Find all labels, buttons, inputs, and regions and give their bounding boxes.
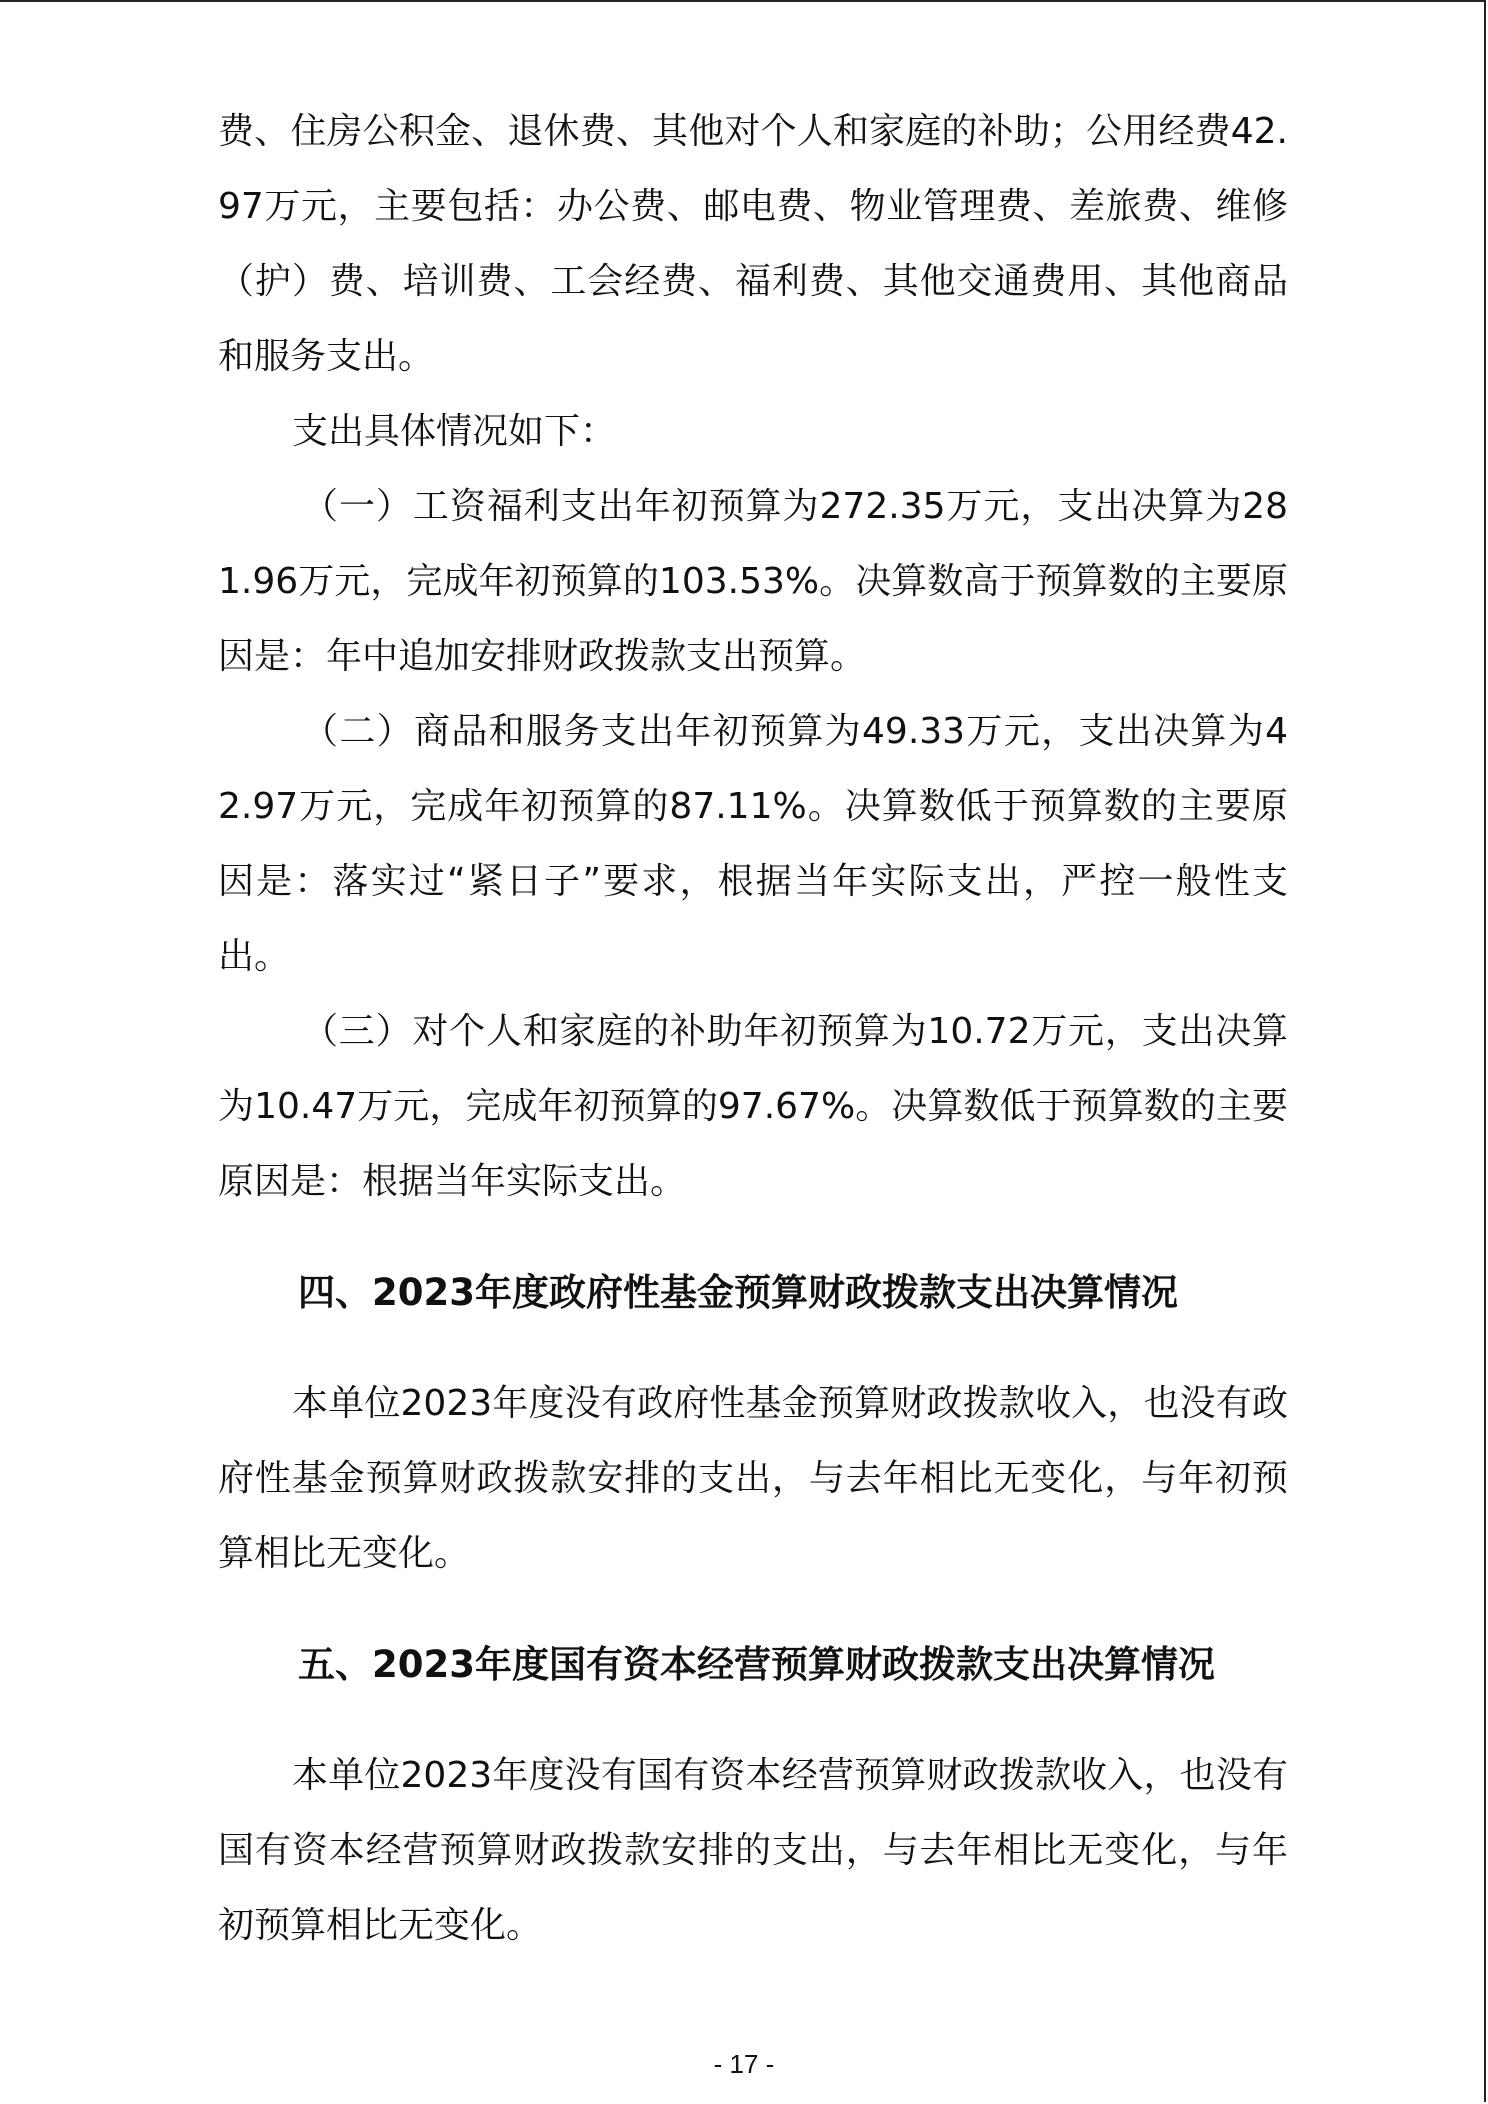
goods-services-paragraph: （二）商品和服务支出年初预算为49.33万元，支出决算为42.97万元，完成年初预算的87.11%。决算数低于预算数的主要原因是：落实过“紧日子”要求，根据当年实际支出，严控一般性支出。 [218, 711, 1288, 977]
salary-welfare-paragraph: （一）工资福利支出年初预算为272.35万元，支出决算为281.96万元，完成年初预算的103.53%。决算数高于预算数的主要原因是：年中追加安排财政拨款支出预算。 [218, 486, 1288, 677]
spacer [218, 1219, 1288, 1255]
spacer [218, 1330, 1288, 1366]
continuation-paragraph: 费、住房公积金、退休费、其他对个人和家庭的补助；公用经费42.97万元，主要包括：办公费、邮电费、物业管理费、差旅费、维修（护）费、培训费、工会经费、福利费、其他交通费用、其他商品和服务支出。 [218, 111, 1288, 377]
section-five-heading: 五、2023年度国有资本经营预算财政拨款支出决算情况 [298, 1643, 1215, 1686]
expense-intro-paragraph: 支出具体情况如下： [292, 411, 617, 452]
section-four-heading: 四、2023年度政府性基金预算财政拨款支出决算情况 [298, 1271, 1178, 1314]
section-five-paragraph: 本单位2023年度没有国有资本经营预算财政拨款收入，也没有国有资本经营预算财政拨款安排的支出，与去年相比无变化，与年初预算相比无变化。 [218, 1755, 1288, 1946]
spacer [218, 1702, 1288, 1738]
section-four-paragraph: 本单位2023年度没有政府性基金预算财政拨款收入，也没有政府性基金预算财政拨款安排的支出，与去年相比无变化，与年初预算相比无变化。 [218, 1383, 1288, 1574]
page-content [218, 94, 1288, 1963]
spacer [218, 1591, 1288, 1627]
page-number: - 17 - [713, 2049, 775, 2079]
household-subsidy-paragraph: （三）对个人和家庭的补助年初预算为10.72万元，支出决算为10.47万元，完成年初预算的97.67%。决算数低于预算数的主要原因是：根据当年实际支出。 [218, 1011, 1288, 1202]
